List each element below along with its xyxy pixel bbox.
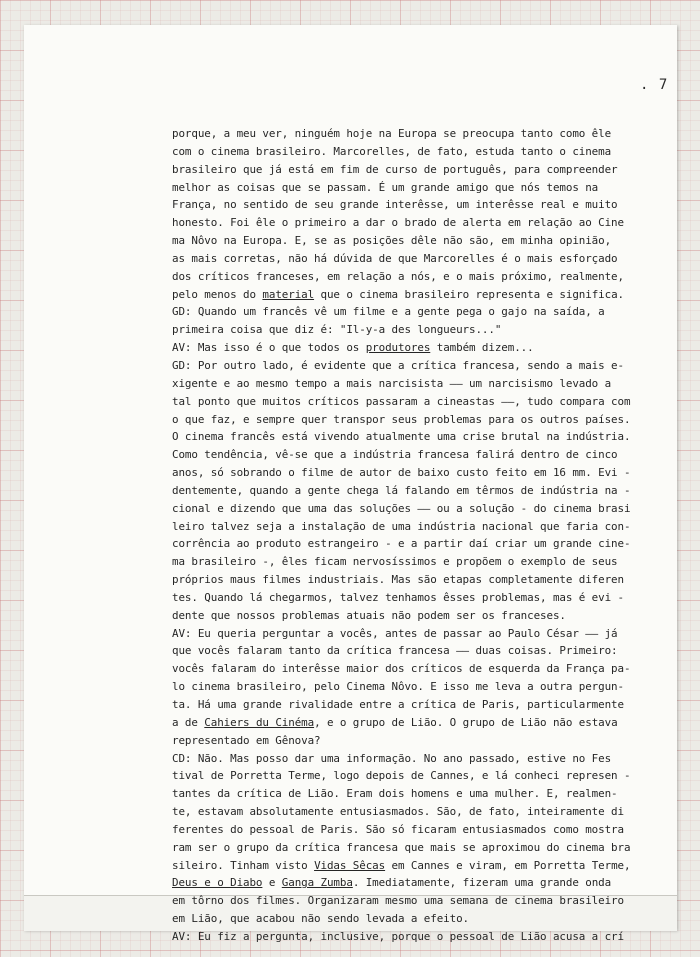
text-line: tes. Quando lá chegarmos, talvez tenhamos êsses problemas, mas é evi -: [172, 590, 624, 604]
text-line: CD: Não. Mas posso dar uma informação. No ano passado, estive no Fes: [172, 751, 612, 765]
text-line: GD: Quando um francês vê um filme e a gente pega o gajo na saída, a: [172, 305, 605, 319]
text-line: ma Nôvo na Europa. E, se as posições dêle não são, em minha opinião,: [172, 234, 612, 248]
text-line: ma brasileiro -, êles ficam nervosíssimos e propõem o exemplo de seus: [172, 555, 618, 569]
body-text: [172, 125, 692, 946]
text-line: dente que nossos problemas atuais não podem ser os franceses.: [172, 608, 566, 622]
text-line: tal ponto que muitos críticos passaram a cineastas ——, tudo compara com: [172, 394, 631, 408]
text-line: dentemente, quando a gente chega lá falando em têrmos de indústria na -: [172, 483, 631, 497]
text-line: em Lião, que acabou não sendo levada a efeito.: [172, 912, 470, 926]
text-line: O cinema francês está vivendo atualmente uma crise brutal na indústria.: [172, 430, 631, 444]
text-line: a de Cahiers du Cinéma, e o grupo de Lião. O grupo de Lião não estava: [172, 715, 618, 729]
text-line: ta. Há uma grande rivalidade entre a crítica de Paris, particularmente: [172, 698, 624, 711]
text-line: corrência ao produto estrangeiro - e a partir daí criar um grande cine-: [172, 537, 631, 551]
text-line: cional e dizendo que uma das soluções —— ou a solução - do cinema brasi: [172, 501, 631, 515]
text-line: que vocês falaram tanto da crítica francesa —— duas coisas. Primeiro:: [172, 644, 618, 658]
text-line: em tôrno dos filmes. Organizaram mesmo uma semana de cinema brasileiro: [172, 894, 624, 908]
text-line: lo cinema brasileiro, pelo Cinema Nôvo. E isso me leva a outra pergun-: [172, 680, 624, 694]
text-line: porque, a meu ver, ninguém hoje na Europa se preocupa tanto como êle: [172, 127, 612, 140]
text-line: pelo menos do material que o cinema brasileiro representa e significa.: [172, 287, 624, 301]
text-line: tantes da crítica de Lião. Eram dois homens e uma mulher. E, realmen-: [172, 787, 618, 801]
text-line: vocês falaram do interêsse maior dos críticos de esquerda da França pa-: [172, 662, 631, 676]
text-line: dos críticos franceses, em relação a nós, e o mais próximo, realmente,: [172, 269, 624, 283]
text-line: ram ser o grupo da crítica francesa que mais se aproximou do cinema bra: [172, 840, 631, 854]
text-line: Como tendência, vê-se que a indústria francesa falirá dentro de cinco: [172, 448, 618, 462]
text-line: xigente e ao mesmo tempo a mais narcisista —— um narcisismo levado a: [172, 376, 612, 390]
text-line: com o cinema brasileiro. Marcorelles, de fato, estuda tanto o cinema: [172, 144, 612, 158]
text-line: representado em Gênova?: [172, 733, 321, 747]
document-page: [24, 25, 677, 943]
text-line: brasileiro que já está em fim de curso de português, para compreender: [172, 162, 618, 176]
text-line: AV: Eu queria perguntar a vocês, antes de passar ao Paulo César —— já: [172, 626, 618, 640]
text-line: melhor as coisas que se passam. É um grande amigo que nós temos na: [172, 180, 599, 194]
text-line: anos, só sobrando o filme de autor de baixo custo feito em 16 mm. Evi -: [172, 466, 631, 480]
text-line: AV: Mas isso é o que todos os produtores também dizem...: [172, 341, 534, 355]
text-line: te, estavam absolutamente entusiasmados. São, de fato, inteiramente di: [172, 805, 624, 819]
text-line: Deus e o Diabo e Ganga Zumba. Imediatamente, fizeram uma grande onda: [172, 876, 612, 890]
text-line: AV: Eu fiz a pergunta, inclusive, porque o pessoal de Lião acusa a crí: [172, 929, 624, 943]
text-line: sileiro. Tinham visto Vidas Sêcas em Cannes e viram, em Porretta Terme,: [172, 858, 631, 872]
text-line: o que faz, e sempre quer transpor seus problemas para os outros países.: [172, 412, 631, 426]
page-number: . 7: [640, 77, 669, 93]
text-line: honesto. Foi êle o primeiro a dar o brado de alerta em relação ao Cine: [172, 216, 624, 230]
text-line: tival de Porretta Terme, logo depois de Cannes, e lá conheci represen -: [172, 769, 631, 783]
text-line: GD: Por outro lado, é evidente que a crítica francesa, sendo a mais e-: [172, 358, 624, 372]
text-line: primeira coisa que diz é: "Il-y-a des longueurs...": [172, 323, 502, 337]
text-line: França, no sentido de seu grande interêsse, um interêsse real e muito: [172, 198, 618, 212]
text-line: próprios maus filmes industriais. Mas são etapas completamente diferen: [172, 573, 624, 587]
text-line: as mais corretas, não há dúvida de que Marcorelles é o mais esforçado: [172, 251, 618, 265]
text-line: leiro talvez seja a instalação de uma indústria nacional que faria con-: [172, 519, 631, 533]
text-line: ferentes do pessoal de Paris. São só ficaram entusiasmados como mostra: [172, 822, 624, 836]
